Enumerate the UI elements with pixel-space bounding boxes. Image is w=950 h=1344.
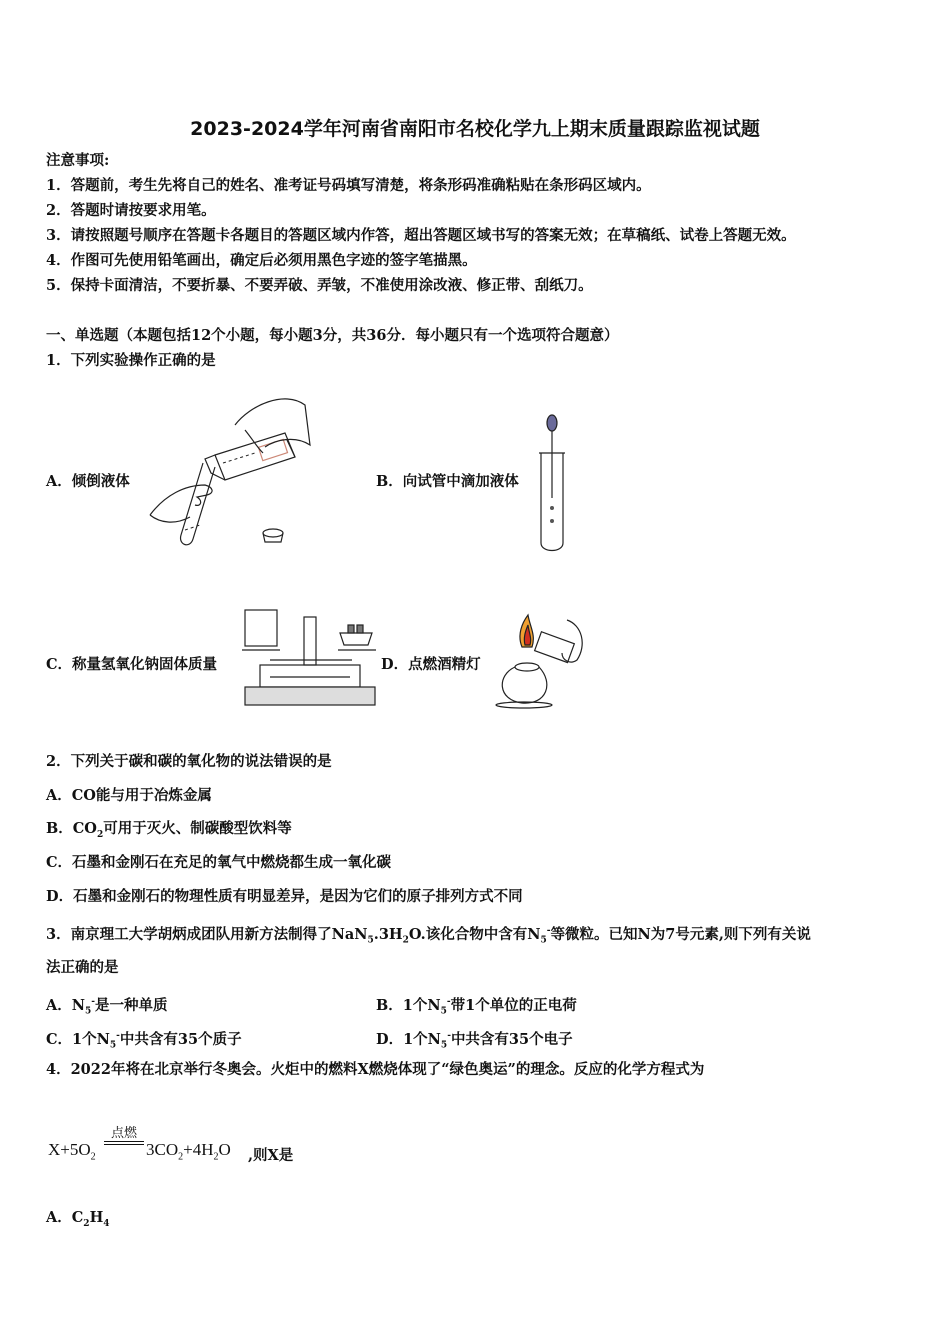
- q3-option-b: B．1个$N_5^-$带1个单位的正电荷: [376, 996, 577, 1017]
- q2-option-a: A．CO能与用于冶炼金属: [46, 787, 212, 804]
- q1-option-c: C．称量氢氧化钠固体质量: [46, 656, 218, 673]
- equation-line-top: [104, 1141, 144, 1142]
- notice-item-3: 3．请按照题号顺序在答题卡各题目的答题区域内作答，超出答题区域书写的答案无效；在草稿纸、试卷上答题无效。: [46, 227, 796, 244]
- q1-option-a: A．倾倒液体: [46, 473, 130, 490]
- equation-condition: 点燃: [110, 1126, 137, 1141]
- q3-option-d: D．1个$N_5^-$中共含有35个电子: [376, 1030, 573, 1051]
- q1-stem: 1．下列实验操作正确的是: [46, 352, 216, 369]
- equation-line-bottom: [104, 1144, 144, 1145]
- section-heading: 一、单选题（本题包括12个小题，每小题3分，共36分．每小题只有一个选项符合题意）: [46, 327, 619, 344]
- q3-option-a: A．$N_5^-$是一种单质: [46, 996, 168, 1017]
- q1-option-d: D．点燃酒精灯: [381, 656, 481, 673]
- pour-liquid-figure: [145, 385, 315, 550]
- alcohol-lamp-figure: [492, 605, 592, 710]
- equation-tail: ,则X是: [248, 1147, 294, 1164]
- notice-item-2: 2．答题时请按要求用笔。: [46, 202, 216, 219]
- q3-stem-line2: 法正确的是: [46, 959, 119, 976]
- balance-figure: [240, 605, 380, 713]
- q3-stem-line1: 3．南京理工大学胡炳成团队用新方法制得了$NaN_5.3H_2O$.该化合物中含有$N_5^-$等微粒。已知N为7号元素,则下列有关说: [46, 925, 811, 946]
- q2-option-c: C．石墨和金刚石在充足的氧气中燃烧都生成一氧化碳: [46, 854, 392, 871]
- notice-item-1: 1．答题前，考生先将自己的姓名、准考证号码填写清楚，将条形码准确粘贴在条形码区域内。: [46, 177, 651, 194]
- dropper-tube-figure: [535, 413, 570, 553]
- notice-item-5: 5．保持卡面清洁，不要折暴、不要弄破、弄皱，不准使用涂改液、修正带、刮纸刀。: [46, 277, 593, 294]
- q4-option-a: A．$C_2H_4$: [46, 1209, 110, 1229]
- equation-left: $X+5O_2$: [48, 1140, 96, 1163]
- q2-stem: 2．下列关于碳和碳的氧化物的说法错误的是: [46, 753, 332, 770]
- page-title: 2023-2024学年河南省南阳市名校化学九上期末质量跟踪监视试题: [190, 118, 760, 140]
- equation-right: $3CO_2+4H_2O$: [146, 1140, 231, 1163]
- q3-option-c: C．1个$N_5^-$中共含有35个质子: [46, 1030, 242, 1051]
- notice-heading: 注意事项:: [46, 152, 110, 169]
- notice-item-4: 4．作图可先使用铅笔画出，确定后必须用黑色字迹的签字笔描黑。: [46, 252, 477, 269]
- q2-option-d: D．石墨和金刚石的物理性质有明显差异，是因为它们的原子排列方式不同: [46, 888, 523, 905]
- q4-stem: 4．2022年将在北京举行冬奥会。火炬中的燃料X燃烧体现了“绿色奥运”的理念。反应的化学方程式为: [46, 1061, 705, 1078]
- q1-option-b: B．向试管中滴加液体: [376, 473, 519, 490]
- q2-option-b: B．$CO_2$可用于灭火、制碳酸型饮料等: [46, 820, 292, 840]
